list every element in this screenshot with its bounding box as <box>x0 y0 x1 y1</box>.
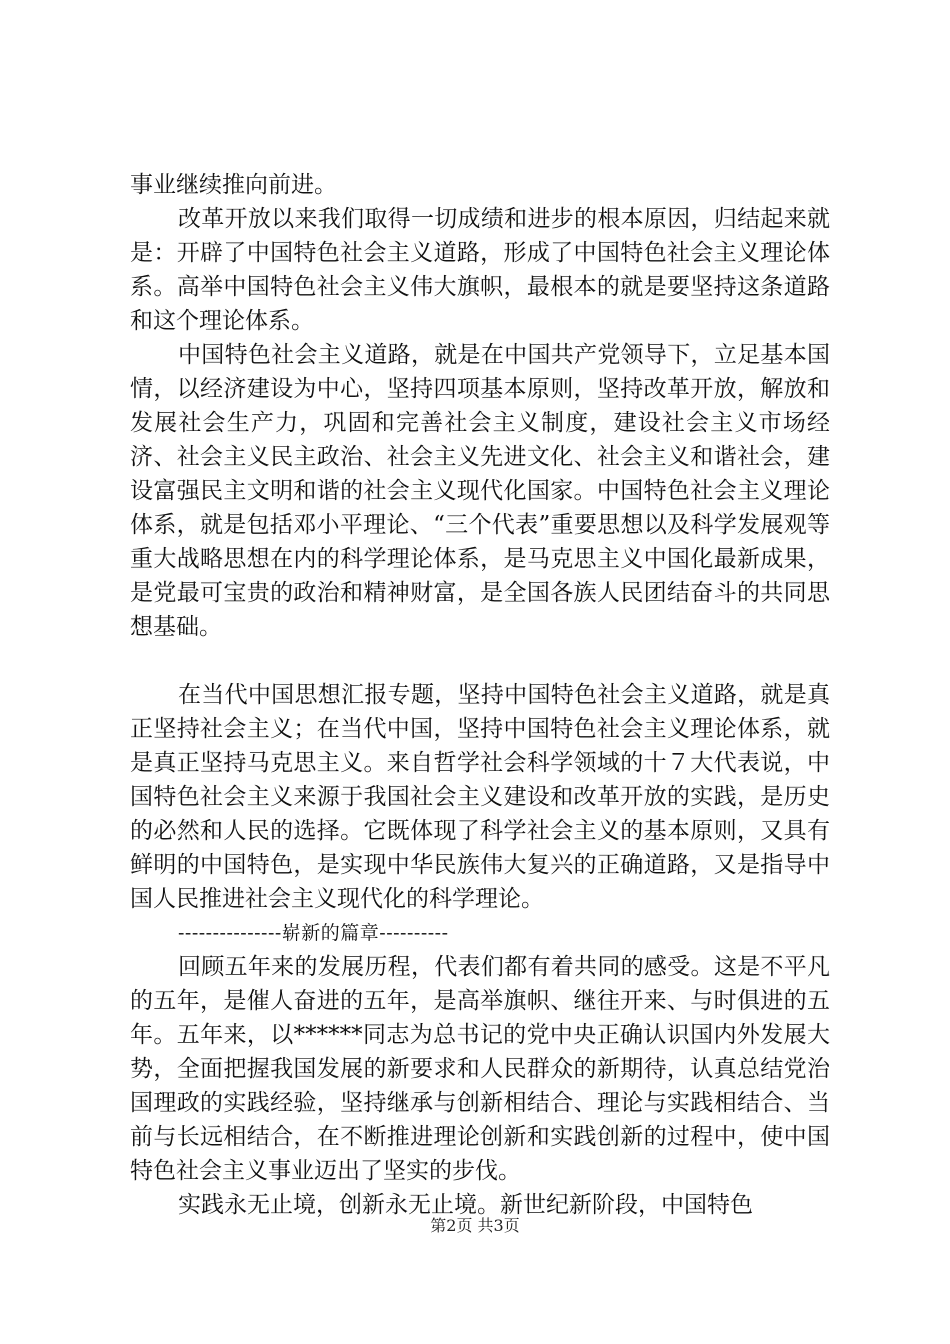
paragraph-five-years: 回顾五年来的发展历程，代表们都有着共同的感受。这是不平凡的五年，是催人奋进的五年，是高举旗帜、继往开来、与时俱进的五年。五年来，以******同志为总书记的党中央正确认识国内外发展大势，全面把握我国发展的新要求和人民群众的新期待，认真总结党治国理政的实践经验，坚持继承与创新相结合、理论与实践相结合、当前与长远相结合，在不断推进理论创新和实践创新的过程中，使中国特色社会主义事业迈出了坚实的步伐。 <box>130 954 830 1184</box>
document-body <box>130 168 830 1222</box>
paragraph-continuation: 事业继续推向前进。 <box>130 172 337 198</box>
paragraph-practice: 实践永无止境，创新永无止境。新世纪新阶段，中国特色 <box>178 1192 753 1218</box>
paragraph-reform-opening: 改革开放以来我们取得一切成绩和进步的根本原因，归结起来就是：开辟了中国特色社会主义道路，形成了中国特色社会主义理论体系。高举中国特色社会主义伟大旗帜，最根本的就是要坚持这条道路和这个理论体系。 <box>130 206 830 334</box>
page-footer: 第2页 共3页 <box>430 1216 520 1235</box>
paragraph-socialist-road: 中国特色社会主义道路，就是在中国共产党领导下，立足基本国情，以经济建设为中心，坚持四项基本原则，坚持改革开放，解放和发展社会生产力，巩固和完善社会主义制度，建设社会主义市场经济、社会主义民主政治、社会主义先进文化、社会主义和谐社会，建设富强民主文明和谐的社会主义现代化国家。中国特色社会主义理论体系，就是包括邓小平理论、“三个代表”重要思想以及科学发展观等重大战略思想在内的科学理论体系，是马克思主义中国化最新成果，是党最可宝贵的政治和精神财富，是全国各族人民团结奋斗的共同思想基础。 <box>130 342 830 640</box>
paragraph-gap <box>130 644 830 678</box>
section-divider: ---------------崭新的篇章---------- <box>178 922 449 944</box>
paragraph-contemporary-china: 在当代中国思想汇报专题，坚持中国特色社会主义道路，就是真正坚持社会主义；在当代中国，坚持中国特色社会主义理论体系，就是真正坚持马克思主义。来自哲学社会科学领域的十７大代表说，中国特色社会主义来源于我国社会主义建设和改革开放的实践，是历史的必然和人民的选择。它既体现了科学社会主义的基本原则，又具有鲜明的中国特色，是实现中华民族伟大复兴的正确道路，又是指导中国人民推进社会主义现代化的科学理论。 <box>130 682 830 912</box>
